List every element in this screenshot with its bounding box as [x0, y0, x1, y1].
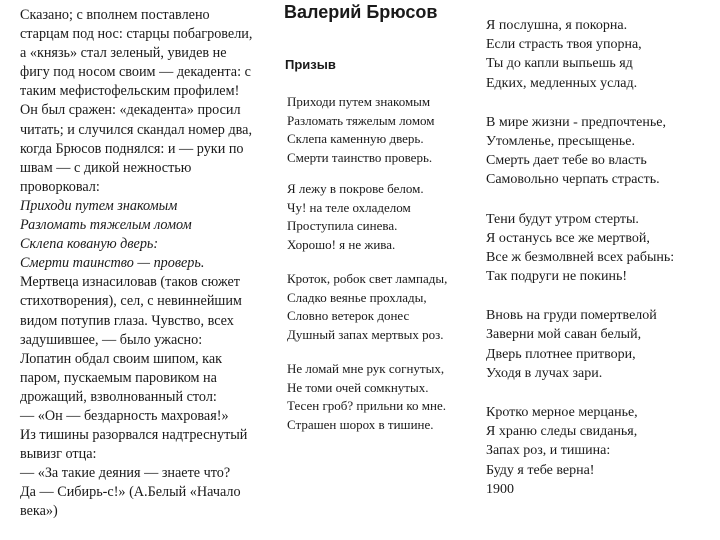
- verse-line: Склепа каменную дверь.: [287, 131, 424, 146]
- verse-line: Заверни мой саван белый,: [486, 327, 642, 343]
- text-line: когда Брюсов поднялся: и — руки по: [20, 140, 244, 157]
- text-line: Лопатин обдал своим шипом, как: [20, 350, 223, 367]
- stanza: [486, 113, 711, 190]
- verse-line: Сладко веянье прохлады,: [287, 289, 427, 305]
- verse-line: Проступила синева.: [287, 218, 398, 233]
- stanza-gap: [486, 190, 711, 210]
- verse-line: Я лежу в покрове белом.: [287, 181, 424, 196]
- text-line: Сказано; с вполнем поставлено: [20, 7, 210, 23]
- text-line: вывизг отца:: [20, 446, 97, 463]
- stanza: [486, 210, 711, 287]
- text-line: Из тишины разорвался надтреснутый: [20, 427, 248, 444]
- text-line: читать; и случился скандал номер два,: [20, 121, 253, 138]
- verse-line: Я храню следы свиданья,: [486, 424, 638, 440]
- text-line: Мертвеца изнасиловав (таков сюжет: [20, 274, 240, 291]
- verse-line: Страшен шорох в тишине.: [287, 416, 434, 432]
- text-line: видом потупив глаза. Чувство, всех: [20, 312, 234, 329]
- verse-line: Смерть дает тебе во власть: [486, 153, 647, 169]
- verse-line: Так подруги не покинь!: [486, 269, 628, 285]
- stanza: [486, 306, 711, 383]
- stanza: [486, 403, 711, 499]
- verse-line: Вновь на груди помертвелой: [486, 308, 657, 324]
- text-line: таким мефистофельским профилем!: [20, 83, 240, 100]
- verse-line: Не томи очей сомкнутых.: [287, 379, 429, 395]
- verse-line: Утомленье, пресыщенье.: [486, 133, 635, 149]
- text-line: проворковал:: [20, 178, 100, 195]
- verse-line: Смерти таинство проверь.: [287, 149, 433, 165]
- text-line: швам — с дикой нежностью: [20, 159, 192, 176]
- stanza: [287, 93, 435, 167]
- verse-line: Буду я тебе верна!: [486, 462, 595, 478]
- text-line: — «Он — бездарность махровая!»: [20, 407, 229, 424]
- text-line: дрожащий, взволнованный стол:: [20, 388, 217, 405]
- verse-line: Я останусь все же мертвой,: [486, 230, 650, 246]
- poem-column-right: [486, 16, 711, 499]
- verse-line: Хорошо! я не жива.: [287, 236, 396, 252]
- text-line: задушившее, — было ужасно:: [20, 331, 203, 348]
- quoted-verse-line: Склепа кованую дверь:: [20, 236, 159, 253]
- verse-line: Запах роз, и тишина:: [486, 443, 611, 459]
- verse-line: Все ж безмолвней всех рабынь:: [486, 249, 675, 265]
- text-line: века»): [20, 503, 58, 520]
- text-line: Он был сражен: «декадента» просил: [20, 102, 241, 119]
- verse-line: Едких, медленных услад.: [486, 75, 638, 91]
- verse-line: Дверь плотнее притвори,: [486, 346, 636, 362]
- verse-line: Кроток, робок свет лампады,: [287, 271, 448, 286]
- stanza-gap: [486, 93, 711, 113]
- quoted-verse-line: Разломать тяжелым ломом: [20, 217, 192, 234]
- stanza: [287, 270, 447, 344]
- memoir-excerpt: [20, 6, 295, 522]
- stanza-gap: [486, 286, 711, 306]
- stanza: [287, 180, 424, 254]
- verse-line: Тесен гроб? прильни ко мне.: [287, 398, 447, 413]
- verse-line: Душный запах мертвых роз.: [287, 326, 444, 342]
- text-line: старцам под нос: старцы побагровели,: [20, 26, 253, 43]
- poem-title: Призыв: [285, 57, 336, 72]
- stanza: [287, 360, 446, 434]
- verse-line: Кротко мерное мерцанье,: [486, 405, 638, 420]
- text-line: Да — Сибирь-с!» (А.Белый «Начало: [20, 484, 241, 501]
- text-line: а «князь» стал зеленый, увидев не: [20, 45, 227, 62]
- stanza-gap: [486, 383, 711, 403]
- text-line: фигу под носом своим — декадента: с: [20, 64, 251, 81]
- verse-line: Ты до капли выпьешь яд: [486, 56, 633, 72]
- verse-line: Если страсть твоя упорна,: [486, 37, 642, 53]
- verse-line: Тени будут утром стерты.: [486, 211, 639, 227]
- verse-line: Чу! на теле охладелом: [287, 199, 411, 215]
- verse-line: Не ломай мне рук согнутых,: [287, 361, 445, 376]
- quoted-verse-line: Приходи путем знакомым: [20, 197, 178, 214]
- page-title: Валерий Брюсов: [284, 2, 438, 22]
- verse-line: Я послушна, я покорна.: [486, 18, 628, 33]
- quoted-verse-line: Смерти таинство — проверь.: [20, 255, 205, 272]
- stanza: [486, 16, 711, 93]
- text-line: стихотворения), сел, с невиннейшим: [20, 293, 242, 310]
- poem-year: 1900: [486, 481, 514, 497]
- verse-line: Разломать тяжелым ломом: [287, 112, 435, 128]
- verse-line: Приходи путем знакомым: [287, 94, 431, 109]
- verse-line: В мире жизни - предпочтенье,: [486, 114, 666, 130]
- text-line: — «За такие деяния — знаете что?: [20, 465, 231, 482]
- verse-line: Уходя в лучах зари.: [486, 365, 603, 381]
- verse-line: Самовольно черпать страсть.: [486, 172, 660, 188]
- verse-line: Словно ветерок донес: [287, 308, 410, 323]
- text-line: паром, пускаемым паровиком на: [20, 369, 217, 386]
